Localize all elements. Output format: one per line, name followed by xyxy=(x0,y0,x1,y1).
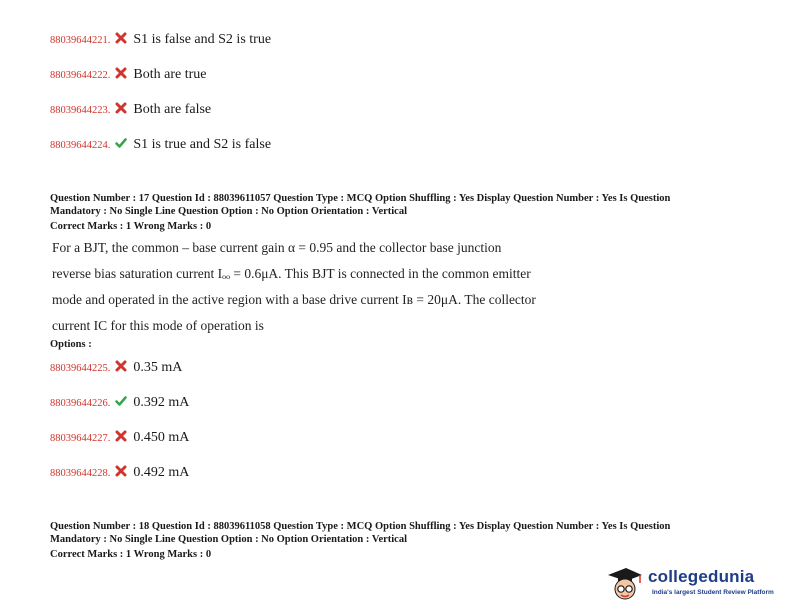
check-mark-icon xyxy=(115,137,127,149)
question-17-text xyxy=(52,240,536,344)
meta-line: Mandatory : No Single Line Question Option : No Option Orientation : Vertical xyxy=(50,206,408,217)
option-row xyxy=(50,137,271,153)
option-id: 88039644226. xyxy=(50,397,111,409)
option-id: 88039644227. xyxy=(50,432,111,444)
option-row xyxy=(50,32,271,48)
option-text: Both are false xyxy=(133,102,212,117)
option-text: 0.450 mA xyxy=(133,430,190,445)
option-id: 88039644224. xyxy=(50,139,111,151)
options-label: Options : xyxy=(50,339,92,350)
check-mark-icon xyxy=(115,395,127,407)
question-18-meta xyxy=(50,520,670,561)
marks-line: Correct Marks : 1 Wrong Marks : 0 xyxy=(50,221,212,232)
option-row xyxy=(50,67,206,83)
option-id: 88039644222. xyxy=(50,69,111,81)
marks-line: Correct Marks : 1 Wrong Marks : 0 xyxy=(50,549,212,560)
option-text: S1 is false and S2 is true xyxy=(133,32,272,47)
question-17-meta xyxy=(50,192,670,233)
option-text: Both are true xyxy=(133,67,207,82)
option-row xyxy=(50,465,189,481)
wrong-mark-icon xyxy=(115,430,127,442)
question-line: mode and operated in the active region with a base drive current Iʙ = 20μA. The collector xyxy=(52,292,536,307)
meta-line: Mandatory : No Single Line Question Option : No Option Orientation : Vertical xyxy=(50,534,408,545)
option-text: 0.492 mA xyxy=(133,465,190,480)
option-row xyxy=(50,360,182,376)
option-row xyxy=(50,430,189,446)
option-id: 88039644228. xyxy=(50,467,111,479)
option-id: 88039644225. xyxy=(50,362,111,374)
collegedunia-logo xyxy=(604,564,786,604)
wrong-mark-icon xyxy=(115,465,127,477)
option-id: 88039644223. xyxy=(50,104,111,116)
question-line: reverse bias saturation current Iₒₒ = 0.6μA. This BJT is connected in the common emitter xyxy=(52,266,531,281)
wrong-mark-icon xyxy=(115,32,127,44)
option-text: 0.392 mA xyxy=(133,395,190,410)
option-text: S1 is true and S2 is false xyxy=(133,137,272,152)
option-text: 0.35 mA xyxy=(133,360,183,375)
option-id: 88039644221. xyxy=(50,34,111,46)
meta-line: Question Number : 17 Question Id : 88039611057 Question Type : MCQ Option Shuffling : Yes Display Question Number : Yes Is Question xyxy=(50,193,671,204)
meta-line: Question Number : 18 Question Id : 88039611058 Question Type : MCQ Option Shuffling : Yes Display Question Number : Yes Is Question xyxy=(50,521,671,532)
logo-wordmark: collegedunia xyxy=(648,567,755,586)
mascot-icon xyxy=(604,566,644,602)
wrong-mark-icon xyxy=(115,67,127,79)
question-line: current IC for this mode of operation is xyxy=(52,318,264,333)
option-row xyxy=(50,395,189,411)
question-line: For a BJT, the common – base current gain α = 0.95 and the collector base junction xyxy=(52,240,502,255)
wrong-mark-icon xyxy=(115,102,127,114)
logo-tagline: India's largest Student Review Platform xyxy=(652,589,774,596)
wrong-mark-icon xyxy=(115,360,127,372)
option-row xyxy=(50,102,211,118)
